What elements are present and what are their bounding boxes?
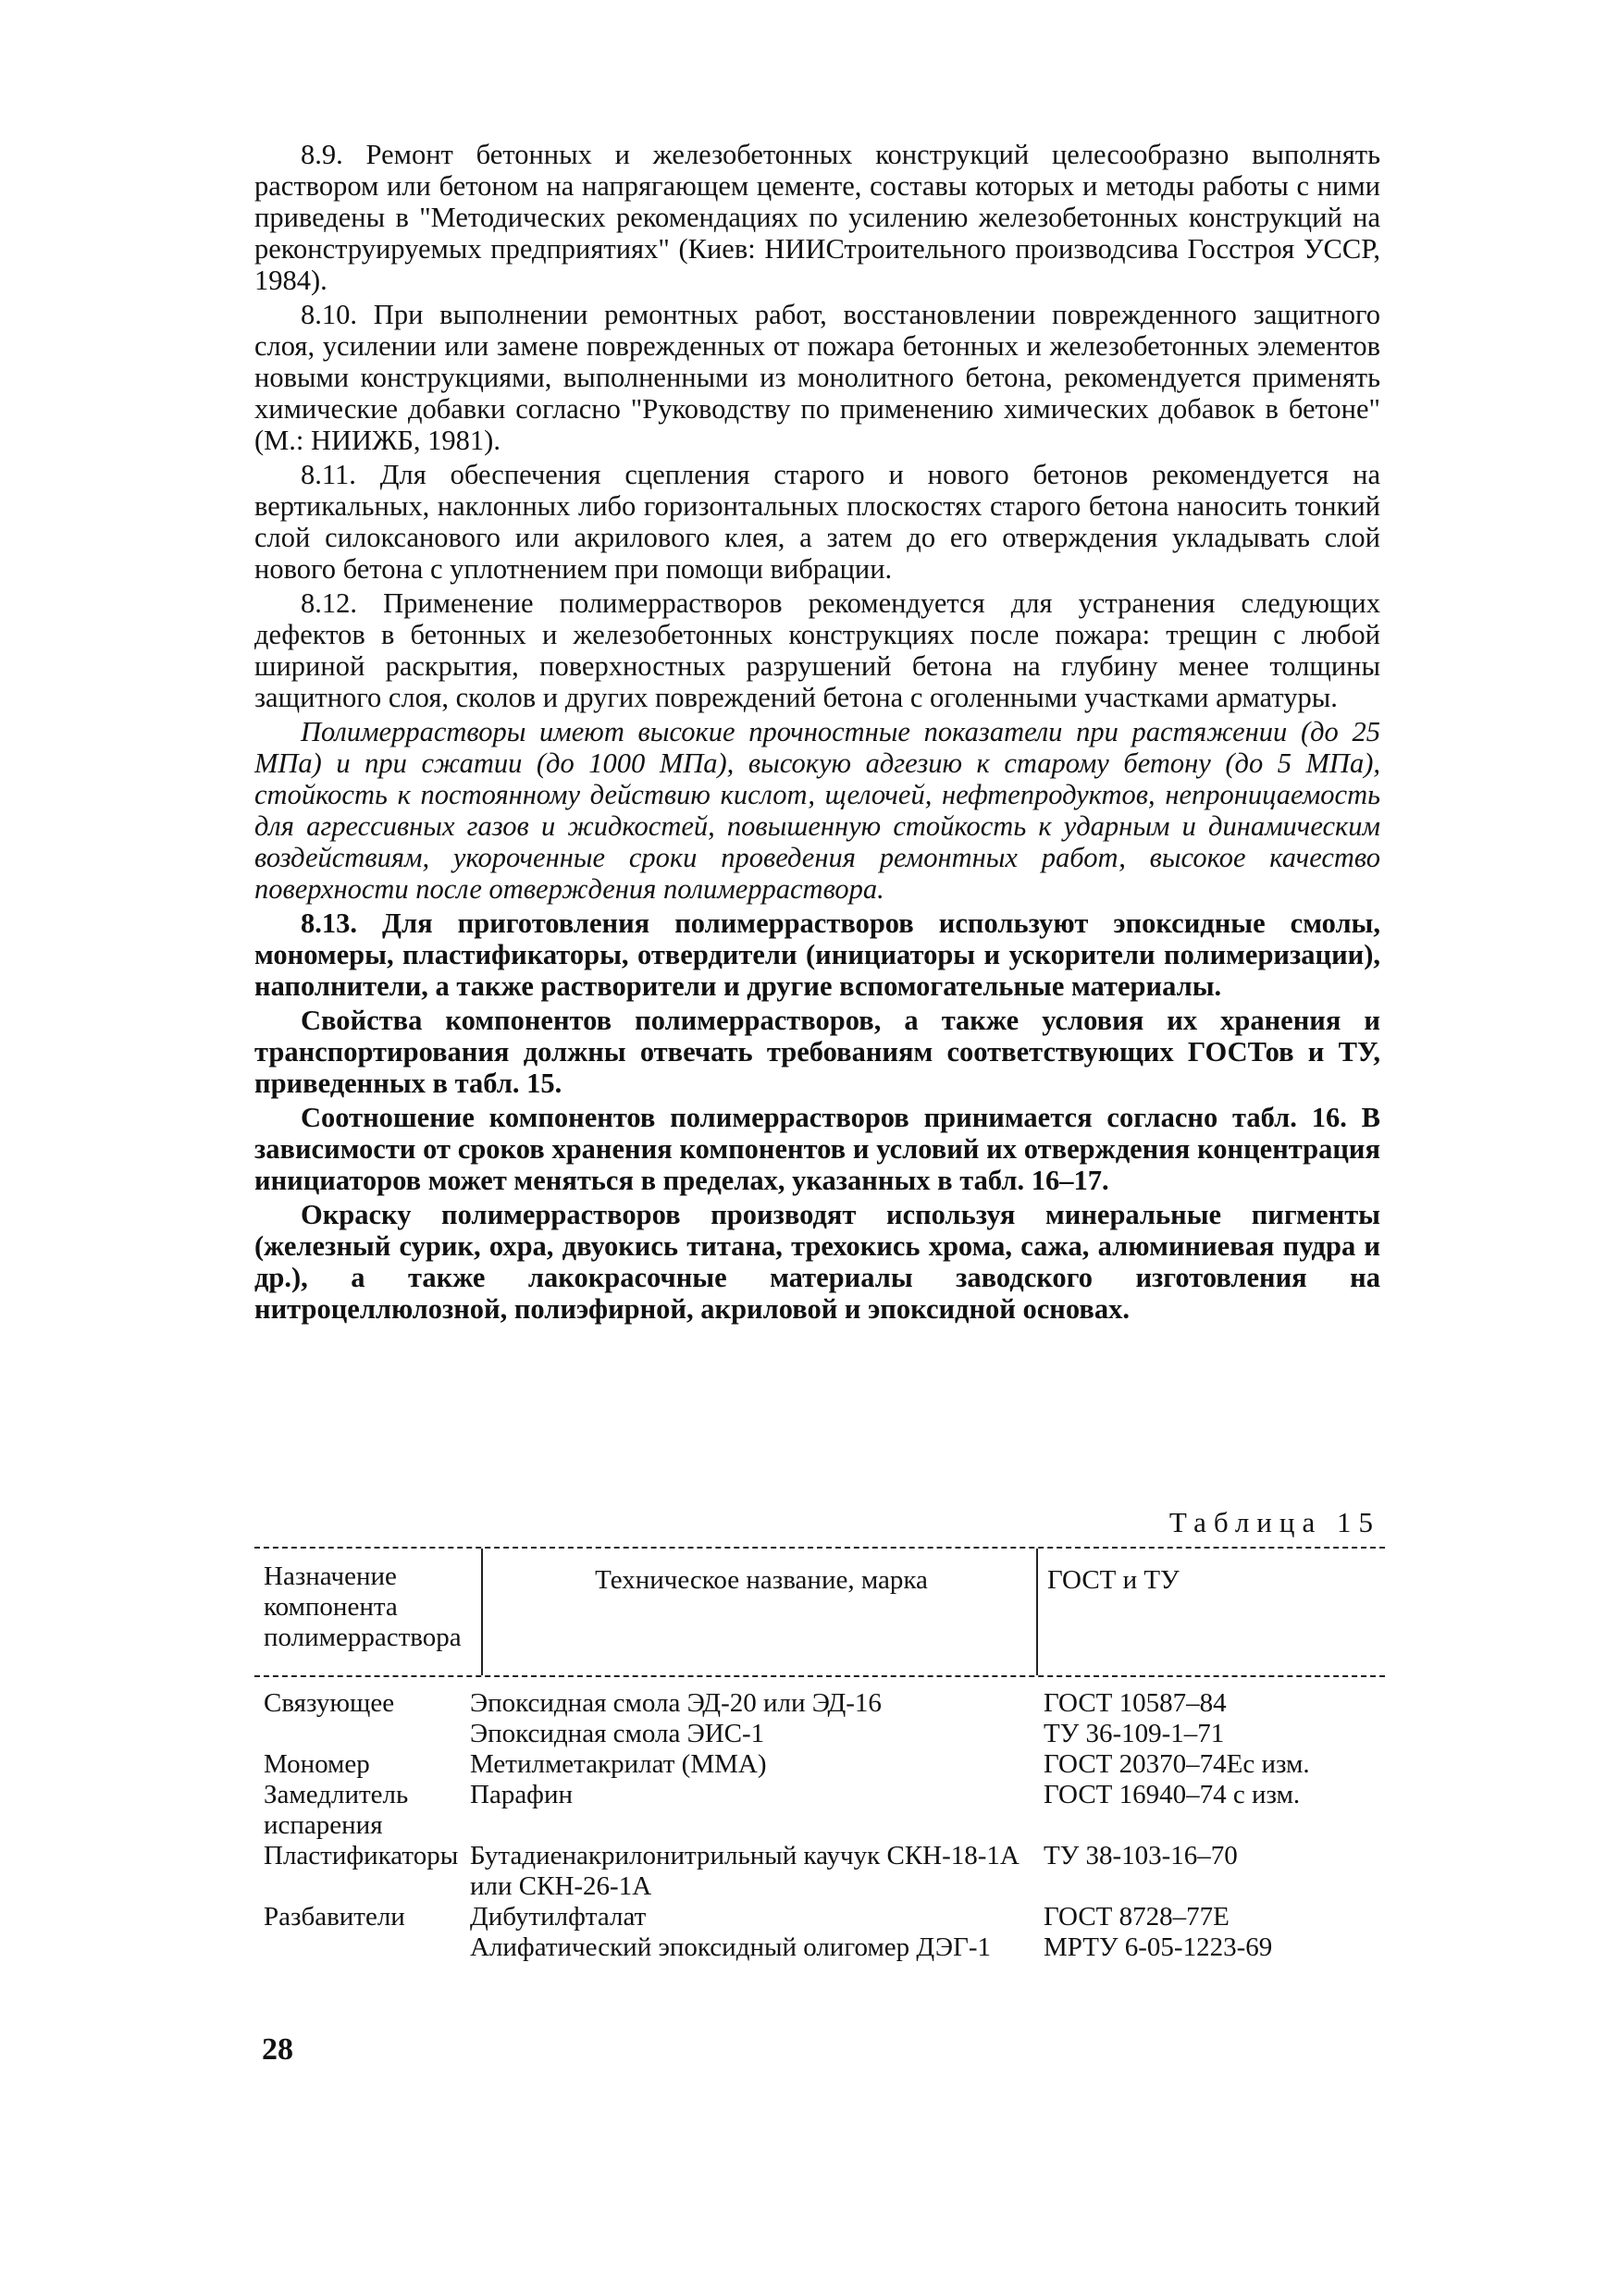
table-cell-purpose (254, 1932, 461, 1963)
table-cell-standard: ГОСТ 8728–77Е (1044, 1902, 1230, 1932)
table-cell-purpose: Замедлитель испарения (264, 1780, 409, 1840)
paragraph-8-12: 8.12. Применение полимеррастворов рекомендуется для устранения следующих дефектов в бетонных и железобетонных конструкциях после пожара: трещин с любой шириной раскрытия, поверхностных разрушений бетона на глубину менее толщины защитного слоя, сколов и других повреждений бетона с оголенными участками арматуры. (254, 587, 1380, 713)
table-cell-name: Метилметакрилат (ММА) (470, 1749, 767, 1779)
table-header (254, 1547, 1385, 1677)
table-row (254, 1902, 1385, 1932)
paragraph-coloring: Окраску полимеррастворов производят используя минеральные пигменты (железный сурик, охра, двуокись титана, трехокись хрома, сажа, алюминиевая пудра и др.), а также лакокрасочные материалы заводского изготовления на нитроцеллюлозной, полиэфирной, акриловой и эпоксидной основах. (254, 1199, 1380, 1325)
table-row (254, 1719, 1385, 1749)
paragraph-component-ratio: Соотношение компонентов полимеррастворов принимается согласно табл. 16. В зависимости от сроков хранения компонентов и условий их отверждения концентрация инициаторов может меняться в пределах, указанных в табл. 16–17. (254, 1102, 1380, 1196)
table-row (254, 1688, 1385, 1719)
table-body (254, 1677, 1385, 1963)
paragraph-8-9: 8.9. Ремонт бетонных и железобетонных конструкций целесообразно выполнять раствором или бетоном на напрягающем цементе, составы которых и методы работы с ними приведены в "Методических рекомендациях по усилению железобетонных конструкций на реконструируемых предприятиях" (Киев: НИИСтроительного производсива Госстроя УССР, 1984). (254, 139, 1380, 296)
table-cell-purpose: Мономер (264, 1749, 370, 1779)
paragraph-polymer-properties: Полимеррастворы имеют высокие прочностные показатели при растяжении (до 25 МПа) и при сжатии (до 1000 МПа), высокую адгезию к старому бетону (до 5 МПа), стойкость к постоянному действию кислот, щелочей, нефтепродуктов, непроницаемость для агрессивных газов и жидкостей, повышенную стойкость к ударным и динамическим воздействиям, укороченные сроки проведения ремонтных работ, высокое качество поверхности после отверждения полимерраствора. (254, 716, 1380, 905)
table-cell-purpose: Связующее (264, 1688, 395, 1718)
table-cell-purpose (254, 1719, 461, 1749)
body-text (254, 139, 1380, 1327)
table-row (254, 1780, 1385, 1841)
page-number: 28 (262, 2032, 293, 2067)
table-caption: Таблица 15 (1168, 1506, 1380, 1538)
table-row (254, 1841, 1385, 1902)
table-cell-name: Эпоксидная смола ЭД-20 или ЭД-16 (470, 1688, 882, 1718)
table-cell-name: Дибутилфталат (470, 1902, 647, 1932)
paragraph-8-13: 8.13. Для приготовления полимеррастворов используют эпоксидные смолы, мономеры, пластификаторы, отвердители (инициаторы и ускорители полимеризации), наполнители, а также растворители и другие вспомогательные материалы. (254, 907, 1380, 1002)
table-cell-name: Парафин (470, 1780, 574, 1809)
table-header-standard: ГОСТ и ТУ (1036, 1549, 1385, 1675)
table-cell-standard: ТУ 36-109-1–71 (1044, 1719, 1225, 1748)
table-cell-name: Алифатический эпоксидный олигомер ДЭГ-1 (470, 1932, 991, 1962)
table-cell-standard: ГОСТ 16940–74 с изм. (1044, 1780, 1301, 1809)
paragraph-8-11: 8.11. Для обеспечения сцепления старого и нового бетонов рекомендуется на вертикальных, наклонных либо горизонтальных плоскостях старого бетона наносить тонкий слой силоксанового или акрилового клея, а затем до его отверждения укладывать слой нового бетона с уплотнением при помощи вибрации. (254, 459, 1380, 585)
table-cell-standard: МРТУ 6-05-1223-69 (1044, 1932, 1273, 1962)
table-cell-name: Бутадиенакрилонитрильный каучук СКН-18-1А или СКН-26-1А (470, 1841, 1020, 1901)
table-cell-purpose: Разбавители (264, 1902, 405, 1932)
paragraph-8-10: 8.10. При выполнении ремонтных работ, восстановлении поврежденного защитного слоя, усилении или замене поврежденных от пожара бетонных и железобетонных элементов новыми конструкциями, выполненными из монолитного бетона, рекомендуется применять химические добавки согласно "Руководству по применению химических добавок в бетоне" (М.: НИИЖБ, 1981). (254, 299, 1380, 456)
table-cell-purpose: Пластификаторы (264, 1841, 459, 1870)
table-cell-standard: ГОСТ 20370–74Ес изм. (1044, 1749, 1310, 1779)
table-row (254, 1932, 1385, 1963)
components-table (254, 1547, 1385, 1963)
paragraph-component-properties: Свойства компонентов полимеррастворов, а также условия их хранения и транспортирования должны отвечать требованиям соответствующих ГОСТов и ТУ, приведенных в табл. 15. (254, 1005, 1380, 1099)
table-cell-standard: ТУ 38-103-16–70 (1044, 1841, 1238, 1870)
table-row (254, 1749, 1385, 1780)
table-cell-name: Эпоксидная смола ЭИС-1 (470, 1719, 765, 1748)
table-header-name: Техническое название, марка (481, 1549, 1036, 1675)
table-header-purpose: Назначение компонента полимерраствора (264, 1562, 462, 1652)
table-cell-standard: ГОСТ 10587–84 (1044, 1688, 1227, 1718)
